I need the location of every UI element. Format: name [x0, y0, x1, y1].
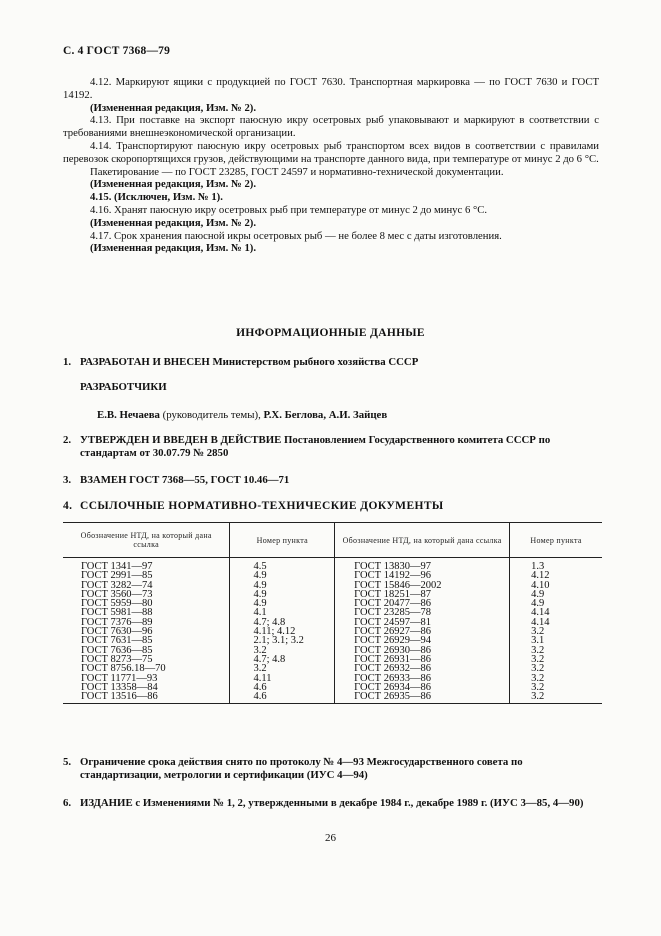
ref-doc: ГОСТ 3560—73 — [81, 588, 153, 600]
info-section-2 — [63, 434, 603, 460]
section-number: 5. — [63, 756, 72, 768]
ref-item: 3.1 — [531, 635, 545, 647]
ref-doc: ГОСТ 7636—85 — [81, 644, 153, 656]
ref-item: 4.7; 4.8 — [253, 616, 286, 628]
section-number: 3. — [63, 474, 72, 486]
section-text: Ограничение срока действия снято по протоколу № 4—93 Межгосударственного совета по стандартизации, метрологии и сертификации (ИУС 4—94) — [80, 756, 523, 781]
ref-item: 4.9 — [531, 598, 545, 610]
page-number: 26 — [325, 832, 336, 844]
ref-doc: ГОСТ 13358—84 — [81, 681, 158, 693]
ref-doc: ГОСТ 26929—94 — [354, 635, 431, 647]
paragraph-4-14: 4.14. Транспортируют паюсную икру осетровых рыб транспортом всех видов в соответствии с правилами перевозок скоропортящихся грузов, действующими на транспорте данного вида, при температуре от минус 2 до 6 °С. — [63, 139, 599, 165]
section-number: 6. — [63, 797, 72, 809]
header-doc-right: Обозначение НТД, на который дана ссылка — [335, 523, 510, 558]
ref-doc: ГОСТ 26932—86 — [354, 663, 431, 675]
ref-item: 4.9 — [531, 588, 545, 600]
ref-item: 4.12 — [531, 570, 550, 582]
amendment-note: (Измененная редакция, Изм. № 2). — [90, 178, 257, 191]
ref-doc: ГОСТ 20477—86 — [354, 598, 431, 610]
ref-doc: ГОСТ 26934—86 — [354, 681, 431, 693]
ref-item: 1.3 — [531, 561, 545, 572]
ref-item: 3.2 — [531, 663, 545, 675]
info-section-5 — [63, 756, 603, 782]
ref-item: 4.10 — [531, 579, 550, 591]
ref-item: 4.6 — [253, 681, 267, 693]
amendment-note: (Измененная редакция, Изм. № 1). — [90, 242, 257, 255]
ref-item: 3.2 — [531, 691, 545, 703]
info-section-6 — [63, 797, 603, 810]
paragraph-4-13: 4.13. При поставке на экспорт паюсную икру осетровых рыб упаковывают и маркируют в соответствии с требованиями внешнеэкономической организации. — [63, 114, 599, 140]
header-item-right: Номер пункта — [510, 523, 602, 558]
developer-role: (руководитель темы), — [159, 409, 264, 421]
ref-doc: ГОСТ 18251—87 — [354, 588, 431, 600]
info-data-title: ИНФОРМАЦИОННЫЕ ДАННЫЕ — [236, 327, 425, 339]
section-4-body — [63, 76, 599, 255]
ref-doc: ГОСТ 7630—96 — [81, 626, 153, 638]
right-items-column — [510, 558, 602, 704]
section-text: ИЗДАНИЕ с Изменениями № 1, 2, утвержденными в декабре 1984 г., декабре 1989 г. (ИУС 3—85, 4—90) — [80, 797, 584, 809]
ref-item: 3.2 — [531, 681, 545, 693]
section-text: УТВЕРЖДЕН И ВВЕДЕН В ДЕЙСТВИЕ Постановлением Государственного комитета СССР по стандартам от 30.07.79 № 2850 — [80, 434, 551, 459]
ref-doc: ГОСТ 7631—85 — [81, 635, 153, 647]
section-number: 2. — [63, 434, 72, 446]
right-docs-column — [335, 558, 510, 704]
ref-item: 3.2 — [531, 653, 545, 665]
ref-item: 4.9 — [253, 570, 267, 582]
amendment-note: (Измененная редакция, Изм. № 2). — [90, 216, 257, 229]
paragraph-4-12: 4.12. Маркируют ящики с продукцией по ГОСТ 7630. Транспортная маркировка — по ГОСТ 7630 и ГОСТ 14192. — [63, 76, 599, 101]
paragraph-4-16: 4.16. Хранят паюсную икру осетровых рыб при температуре от минус 2 до минус 6 °С. — [90, 203, 488, 216]
ref-item: 3.2 — [531, 626, 545, 638]
ref-doc: ГОСТ 8756.18—70 — [81, 663, 166, 675]
ref-doc: ГОСТ 5981—88 — [81, 607, 153, 619]
ref-item: 3.2 — [253, 644, 267, 656]
paragraph-4-17: 4.17. Срок хранения паюсной икры осетровых рыб — не более 8 мес с даты изготовления. — [90, 229, 502, 242]
developers-heading: РАЗРАБОТЧИКИ — [80, 381, 167, 393]
ref-doc: ГОСТ 26933—86 — [354, 672, 431, 684]
ref-item: 4.14 — [531, 616, 550, 628]
ref-doc: ГОСТ 8273—75 — [81, 653, 153, 665]
info-section-1 — [63, 356, 603, 369]
ref-item: 4.11 — [253, 672, 272, 684]
left-items-column — [230, 558, 335, 704]
ref-item: 4.7; 4.8 — [253, 653, 286, 665]
info-section-4 — [63, 500, 603, 513]
ref-doc: ГОСТ 14192—96 — [354, 570, 431, 582]
ref-doc: ГОСТ 26927—86 — [354, 626, 431, 638]
table-header-row — [63, 523, 602, 558]
table-row — [63, 558, 602, 704]
ref-item: 4.9 — [253, 588, 267, 600]
ref-doc: ГОСТ 24597—81 — [354, 616, 431, 628]
ref-item: 4.9 — [253, 598, 267, 610]
ref-doc: ГОСТ 5959—80 — [81, 598, 153, 610]
ref-doc: ГОСТ 11771—93 — [81, 672, 158, 684]
ref-item: 2.1; 3.1; 3.2 — [253, 635, 304, 647]
developers-list — [97, 409, 637, 422]
ref-doc: ГОСТ 13830—97 — [354, 561, 431, 572]
ref-item: 4.11; 4.12 — [253, 626, 296, 638]
ref-item: 4.5 — [253, 561, 267, 572]
ref-doc: ГОСТ 26930—86 — [354, 644, 431, 656]
reference-documents-table — [63, 522, 602, 704]
ref-doc: ГОСТ 13516—86 — [81, 691, 158, 703]
ref-doc: ГОСТ 15846—2002 — [354, 579, 442, 591]
section-text: ССЫЛОЧНЫЕ НОРМАТИВНО-ТЕХНИЧЕСКИЕ ДОКУМЕНТЫ — [80, 500, 444, 512]
ref-item: 3.2 — [531, 672, 545, 684]
ref-doc: ГОСТ 26931—86 — [354, 653, 431, 665]
developer-lead: Е.В. Нечаева — [97, 409, 160, 421]
info-section-3 — [63, 474, 603, 487]
left-docs-column — [63, 558, 230, 704]
ref-item: 3.2 — [253, 663, 267, 675]
section-text: Министерством рыбного хозяйства СССР — [209, 356, 419, 368]
section-number: 4. — [63, 500, 73, 512]
page-header: С. 4 ГОСТ 7368—79 — [63, 45, 171, 57]
ref-doc: ГОСТ 7376—89 — [81, 616, 153, 628]
amendment-note: (Измененная редакция, Изм. № 2). — [90, 101, 257, 114]
ref-doc: ГОСТ 23285—78 — [354, 607, 431, 619]
ref-doc: ГОСТ 3282—74 — [81, 579, 153, 591]
ref-item: 4.6 — [253, 691, 267, 703]
ref-doc: ГОСТ 26935—86 — [354, 691, 431, 703]
paragraph-packaging: Пакетирование — по ГОСТ 23285, ГОСТ 24597 и нормативно-технической документации. — [90, 165, 504, 178]
ref-item: 3.2 — [531, 644, 545, 656]
ref-item: 4.1 — [253, 607, 267, 619]
ref-item: 4.9 — [253, 579, 267, 591]
section-text: ВЗАМЕН ГОСТ 7368—55, ГОСТ 10.46—71 — [80, 474, 290, 486]
section-heading: РАЗРАБОТАН И ВНЕСЕН — [80, 356, 210, 368]
ref-item: 4.14 — [531, 607, 550, 619]
ref-doc: ГОСТ 2991—85 — [81, 570, 153, 582]
header-item-left: Номер пункта — [230, 523, 335, 558]
section-number: 1. — [63, 356, 72, 368]
developer-others: Р.Х. Беглова, А.И. Зайцев — [263, 409, 388, 421]
header-doc-left: Обозначение НТД, на который дана ссылка — [63, 523, 230, 558]
paragraph-4-15: 4.15. (Исключен, Изм. № 1). — [90, 191, 223, 204]
ref-doc: ГОСТ 1341—97 — [81, 561, 153, 572]
